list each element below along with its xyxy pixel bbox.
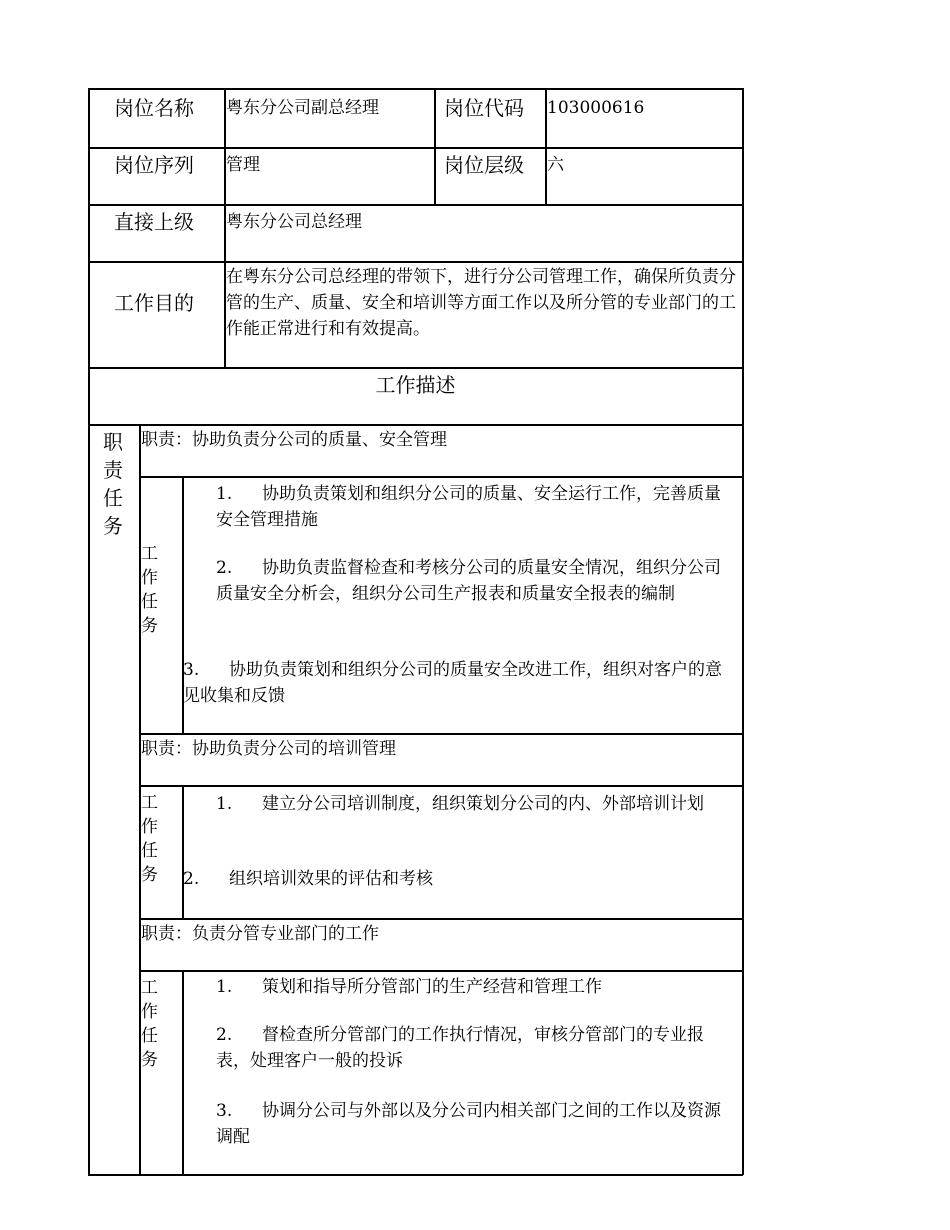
task-number: 2. (216, 558, 233, 578)
row-divider (139, 785, 743, 787)
task-text: 建立分公司培训制度，组织策划分公司的内、外部培训计划 (262, 794, 704, 814)
superior-value: 粤东分公司总经理 (226, 212, 362, 232)
task-item (183, 866, 737, 892)
task-item (183, 657, 737, 709)
task-number: 1. (216, 977, 233, 997)
sequence-label: 岗位序列 (114, 153, 194, 177)
task-item (216, 481, 734, 533)
task-text: 协助负责策划和组织分公司的质量、安全运行工作，完善质量安全管理措施 (216, 484, 721, 530)
row-divider (139, 970, 743, 972)
row-divider (88, 367, 743, 369)
task-item (216, 1098, 734, 1150)
task-number: 3. (216, 1101, 233, 1121)
purpose-value: 在粤东分公司总经理的带领下，进行分公司管理工作，确保所负责分管的生产、质量、安全和培训等方面工作以及所分管的专业部门的工作能正常进行和有效提高。 (226, 267, 736, 339)
task-text: 组织培训效果的评估和考核 (229, 869, 433, 889)
table-border-right (742, 88, 744, 1175)
task-label: 工作任务 (141, 978, 158, 1070)
row-divider (139, 733, 743, 735)
sequence-value: 管理 (226, 155, 260, 175)
duty-title: 职责：负责分管专业部门的工作 (141, 924, 379, 944)
duty-title: 职责：协助负责分公司的质量、安全管理 (141, 430, 447, 450)
row-divider (88, 147, 743, 149)
duties-label: 职责任务 (103, 430, 123, 538)
task-number: 1. (216, 484, 233, 504)
task-number: 1. (216, 794, 233, 814)
task-item (216, 1022, 734, 1074)
position-code-label: 岗位代码 (444, 96, 524, 120)
task-label: 工作任务 (141, 793, 158, 885)
level-value: 六 (547, 155, 564, 175)
level-label: 岗位层级 (444, 153, 524, 177)
task-text: 策划和指导所分管部门的生产经营和管理工作 (262, 977, 602, 997)
task-item (216, 791, 734, 817)
description-title: 工作描述 (375, 373, 456, 397)
row-divider (139, 476, 743, 478)
table-border-top (88, 88, 743, 90)
table-border-bottom (88, 1174, 743, 1176)
row-divider (88, 261, 743, 263)
row-divider (88, 424, 743, 426)
purpose-label: 工作目的 (114, 291, 194, 315)
task-text: 督检查所分管部门的工作执行情况，审核分管部门的专业报表，处理客户一般的投诉 (216, 1025, 704, 1071)
task-item (216, 555, 734, 607)
col-divider (434, 88, 436, 204)
position-code-value: 103000616 (547, 98, 645, 118)
table-border-left (88, 88, 90, 1175)
duty-title: 职责：协助负责分公司的培训管理 (141, 739, 396, 759)
task-label: 工作任务 (141, 544, 158, 636)
col-divider (182, 970, 184, 1175)
task-number: 2. (216, 1025, 233, 1045)
row-divider (88, 204, 743, 206)
position-name-label: 岗位名称 (114, 96, 194, 120)
task-text: 协助负责策划和组织分公司的质量安全改进工作，组织对客户的意见收集和反馈 (183, 660, 722, 706)
task-number: 3. (183, 660, 200, 680)
position-name-value: 粤东分公司副总经理 (226, 98, 379, 118)
task-item (216, 974, 734, 1000)
task-number: 2. (183, 869, 200, 889)
col-divider (182, 785, 184, 918)
row-divider (139, 918, 743, 920)
superior-label: 直接上级 (114, 210, 194, 234)
task-text: 协助负责监督检查和考核分公司的质量安全情况，组织分公司质量安全分析会，组织分公司生产报表和质量安全报表的编制 (216, 558, 721, 604)
task-text: 协调分公司与外部以及分公司内相关部门之间的工作以及资源调配 (216, 1101, 721, 1147)
